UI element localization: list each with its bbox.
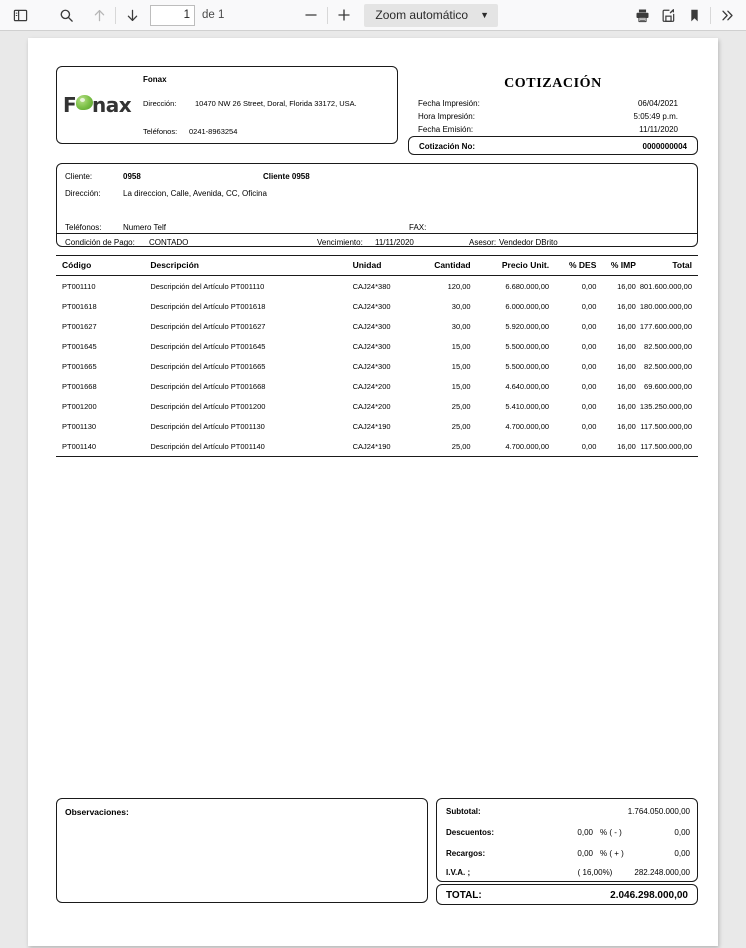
company-address-label: Dirección: (143, 99, 177, 108)
issue-date-value: 11/11/2020 (639, 125, 678, 134)
cell-descripcion: Descripción del Artículo PT001618 (150, 301, 266, 311)
logo-text-before: F (63, 93, 77, 117)
table-row (56, 296, 698, 316)
cell-unidad: CAJ24*300 (352, 361, 391, 371)
items-table (56, 255, 698, 457)
cell-imp: 16,00 (617, 361, 636, 371)
surcharge-sign: % ( + ) (600, 849, 624, 858)
cell-precio: 6.000.000,00 (505, 301, 550, 311)
client-label: Cliente: (65, 172, 93, 181)
more-tools-button[interactable] (714, 3, 740, 27)
payment-condition-label: Condición de Pago: (65, 238, 135, 247)
cell-precio: 4.700.000,00 (471, 436, 554, 457)
next-page-button[interactable] (119, 3, 145, 27)
cell-imp: 16,00 (617, 401, 636, 411)
cell-total: 177.600.000,00 (639, 321, 692, 331)
discount-percent: 0,00 (577, 828, 593, 837)
table-header-row (56, 256, 698, 276)
company-address-value: 10470 NW 26 Street, Doral, Florida 33172, USA. (195, 99, 357, 108)
table-row (56, 336, 698, 356)
cell-cantidad: 30,00 (451, 301, 471, 311)
iva-percent: ( 16,00%) (577, 868, 613, 877)
cell-total: 801.600.000,00 (639, 281, 692, 291)
cell-descripcion: Descripción del Artículo PT001627 (150, 321, 266, 331)
cell-unidad: CAJ24*200 (352, 401, 391, 411)
cell-codigo: PT001200 (62, 401, 97, 411)
table-row (56, 396, 698, 416)
col-header-impuesto: % IMP (598, 256, 639, 276)
toolbar-divider (710, 7, 711, 24)
col-header-descripcion: Descripción (132, 256, 346, 276)
cell-des: 0,00 (581, 281, 597, 291)
cell-codigo: PT001130 (62, 421, 97, 431)
zoom-in-button[interactable] (331, 3, 357, 27)
surcharge-value: 0,00 (674, 849, 690, 858)
toolbar-right-group (629, 3, 740, 27)
cell-imp: 16,00 (617, 301, 636, 311)
col-header-precio: Precio Unit. (471, 256, 554, 276)
cell-codigo: PT001627 (62, 321, 97, 331)
cell-descripcion: Descripción del Artículo PT001200 (150, 401, 266, 411)
table-row (56, 276, 698, 297)
pdf-page (28, 38, 718, 946)
cell-des: 0,00 (581, 401, 597, 411)
col-header-descuento: % DES (553, 256, 598, 276)
print-date-value: 06/04/2021 (637, 99, 678, 108)
surcharge-percent: 0,00 (577, 849, 593, 858)
pdf-viewer-toolbar (0, 0, 746, 31)
iva-label: I.V.A. ; (446, 868, 471, 877)
company-phone-value: 0241-8963254 (189, 127, 238, 136)
col-header-total: Total (640, 256, 698, 276)
document-title: COTIZACIÓN (504, 76, 602, 91)
due-date-label: Vencimiento: (317, 238, 363, 247)
cell-cantidad: 25,00 (451, 421, 471, 431)
cell-des: 0,00 (581, 381, 597, 391)
cell-des: 0,00 (581, 301, 597, 311)
previous-page-button[interactable] (86, 3, 112, 27)
cell-unidad: CAJ24*380 (352, 281, 391, 291)
due-date-value: 11/11/2020 (375, 238, 414, 247)
cell-precio: 4.640.000,00 (505, 381, 550, 391)
search-button[interactable] (53, 3, 79, 27)
cell-total: 117.500.000,00 (640, 421, 692, 431)
company-phone-label: Teléfonos: (143, 127, 178, 136)
cell-codigo: PT001645 (62, 341, 97, 351)
bookmark-button[interactable] (681, 3, 707, 27)
logo-text-after: nax (92, 93, 132, 117)
save-download-button[interactable] (655, 3, 681, 27)
issue-date-label: Fecha Emisión: (418, 125, 474, 134)
cell-precio: 4.700.000,00 (505, 421, 550, 431)
col-header-unidad: Unidad (347, 256, 418, 276)
cell-unidad: CAJ24*300 (352, 341, 391, 351)
sidebar-toggle-button[interactable] (7, 3, 33, 27)
cell-unidad: CAJ24*300 (352, 321, 391, 331)
cell-precio: 5.500.000,00 (505, 361, 550, 371)
cell-imp: 16,00 (617, 421, 636, 431)
table-row (56, 316, 698, 336)
cell-precio: 5.920.000,00 (505, 321, 550, 331)
payment-condition-value: CONTADO (149, 238, 189, 247)
cell-cantidad: 15,00 (451, 341, 471, 351)
pdf-viewer-area[interactable] (0, 31, 746, 948)
cell-codigo: PT001140 (56, 436, 132, 457)
items-table-wrapper (56, 255, 698, 457)
quotation-number-value: 0000000004 (642, 142, 687, 151)
toolbar-divider (327, 7, 328, 24)
cell-codigo: PT001668 (62, 381, 97, 391)
cell-imp: 16,00 (617, 381, 636, 391)
cell-imp: 16,00 (617, 341, 636, 351)
discount-row (437, 828, 699, 848)
cell-imp: 16,00 (617, 321, 636, 331)
items-table-header (56, 256, 698, 276)
advisor-label: Asesor: (469, 238, 497, 247)
cell-total: 69.600.000,00 (644, 381, 692, 391)
cell-codigo: PT001618 (62, 301, 97, 311)
cell-descripcion: Descripción del Artículo PT001110 (150, 281, 265, 291)
toolbar-zoom-group (298, 3, 498, 27)
observations-box (56, 798, 428, 903)
cell-total: 117.500.000,00 (640, 436, 698, 457)
cell-des: 0,00 (553, 436, 598, 457)
client-address-value: La direccion, Calle, Avenida, CC, Oficina (123, 189, 267, 198)
grand-total-box (436, 884, 698, 905)
client-name: Cliente 0958 (263, 172, 310, 181)
client-phone-value: Numero Telf (123, 223, 166, 232)
advisor-value: Vendedor DBrito (499, 238, 558, 247)
company-logo (63, 92, 141, 118)
subtotal-label: Subtotal: (446, 807, 481, 816)
zoom-level-label: Zoom automático (375, 8, 469, 22)
cell-cantidad: 25,00 (417, 436, 470, 457)
grand-total-label: TOTAL: (446, 890, 482, 901)
cell-total: 180.000.000,00 (639, 301, 692, 311)
quotation-number-label: Cotización No: (419, 142, 475, 151)
subtotal-value: 1.764.050.000,00 (627, 807, 690, 816)
page-number-input[interactable] (150, 5, 195, 26)
client-box-divider (57, 233, 697, 234)
cell-unidad: CAJ24*300 (352, 301, 391, 311)
client-fax-label: FAX: (409, 223, 427, 232)
cell-descripcion: Descripción del Artículo PT001140 (132, 436, 346, 457)
cell-codigo: PT001665 (62, 361, 97, 371)
cell-des: 0,00 (581, 341, 597, 351)
client-info-box (56, 163, 698, 247)
table-row (56, 436, 698, 457)
company-info-box (56, 66, 398, 144)
cell-cantidad: 30,00 (451, 321, 471, 331)
toolbar-left-group (0, 3, 224, 27)
items-table-body (56, 276, 698, 457)
print-time-label: Hora Impresión: (418, 112, 475, 121)
zoom-out-button[interactable] (298, 3, 324, 27)
cell-precio: 6.680.000,00 (505, 281, 550, 291)
client-address-label: Dirección: (65, 189, 101, 198)
observations-label: Observaciones: (65, 807, 129, 817)
col-header-cantidad: Cantidad (417, 256, 470, 276)
print-date-label: Fecha Impresión: (418, 99, 480, 108)
client-code: 0958 (123, 172, 141, 181)
subtotal-row (437, 807, 699, 827)
cell-cantidad: 15,00 (451, 361, 471, 371)
cell-imp: 16,00 (617, 281, 636, 291)
discount-sign: % ( - ) (600, 828, 622, 837)
cell-des: 0,00 (581, 321, 597, 331)
company-name: Fonax (143, 75, 167, 84)
cell-precio: 5.410.000,00 (505, 401, 550, 411)
cell-descripcion: Descripción del Artículo PT001668 (150, 381, 266, 391)
cell-descripcion: Descripción del Artículo PT001665 (150, 361, 266, 371)
surcharge-label: Recargos: (446, 849, 486, 858)
cell-imp: 16,00 (598, 436, 639, 457)
quotation-document (28, 38, 718, 946)
col-header-codigo: Código (56, 256, 132, 276)
cell-cantidad: 120,00 (447, 281, 471, 291)
cell-precio: 5.500.000,00 (505, 341, 550, 351)
toolbar-divider (115, 7, 116, 24)
cell-unidad: CAJ24*190 (352, 421, 391, 431)
cell-des: 0,00 (581, 361, 597, 371)
cell-descripcion: Descripción del Artículo PT001645 (150, 341, 266, 351)
cell-codigo: PT001110 (62, 281, 96, 291)
cell-cantidad: 15,00 (451, 381, 471, 391)
print-button[interactable] (629, 3, 655, 27)
totals-box (436, 798, 698, 882)
zoom-level-select[interactable] (364, 4, 498, 27)
table-row (56, 416, 698, 436)
cell-total: 135.250.000,00 (639, 401, 692, 411)
surcharge-row (437, 849, 699, 869)
iva-value: 282.248.000,00 (634, 868, 690, 877)
table-row (56, 376, 698, 396)
cell-total: 82.500.000,00 (644, 361, 692, 371)
page-count-label: de 1 (202, 9, 225, 21)
cell-descripcion: Descripción del Artículo PT001130 (150, 421, 265, 431)
cell-unidad: CAJ24*190 (347, 436, 418, 457)
discount-label: Descuentos: (446, 828, 495, 837)
quotation-number-box (408, 136, 698, 155)
logo-speech-bubble-icon (76, 95, 93, 110)
grand-total-value: 2.046.298.000,00 (610, 890, 688, 901)
chevron-down-icon: ▼ (480, 9, 490, 20)
print-time-value: 5:05:49 p.m. (633, 112, 678, 121)
client-phone-label: Teléfonos: (65, 223, 102, 232)
cell-unidad: CAJ24*200 (352, 381, 391, 391)
cell-cantidad: 25,00 (451, 401, 471, 411)
discount-value: 0,00 (674, 828, 690, 837)
cell-total: 82.500.000,00 (644, 341, 692, 351)
cell-des: 0,00 (581, 421, 597, 431)
table-row (56, 356, 698, 376)
